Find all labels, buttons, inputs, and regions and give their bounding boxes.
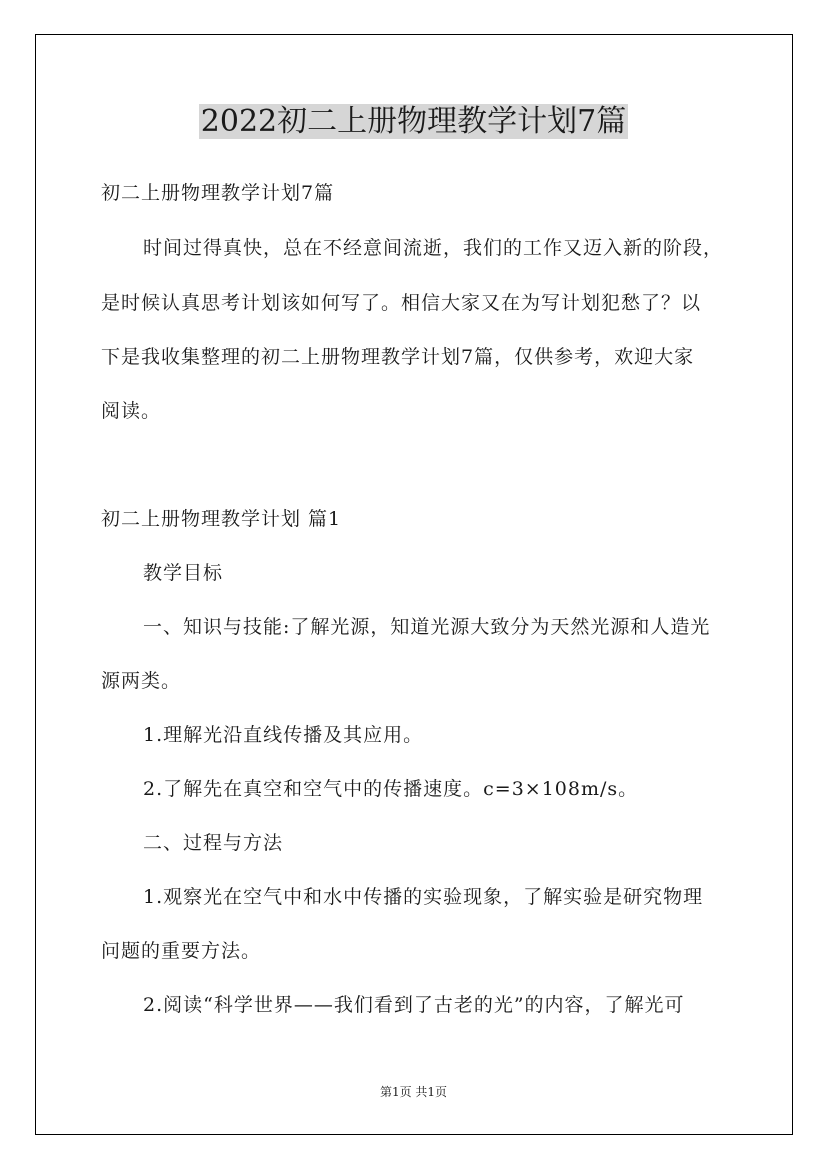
intro-line-3: 下是我收集整理的初二上册物理教学计划7篇，仅供参考，欢迎大家 (101, 346, 695, 368)
point-1: 1.理解光沿直线传播及其应用。 (143, 724, 424, 746)
intro-line-2: 是时候认真思考计划该如何写了。相信大家又在为写计划犯愁了？以 (101, 292, 702, 314)
intro-line-1: 时间过得真快，总在不经意间流逝，我们的工作又迈入新的阶段， (143, 237, 724, 259)
document-title (0, 100, 827, 144)
process-label: 二、过程与方法 (143, 832, 284, 854)
process-item-1-line-1: 1.观察光在空气中和水中传播的实验现象，了解实验是研究物理 (143, 886, 704, 908)
page-footer: 第1页 共1页 (379, 1085, 448, 1099)
objectives-label: 教学目标 (143, 562, 224, 584)
knowledge-line-1: 一、知识与技能:了解光源，知道光源大致分为天然光源和人造光 (143, 616, 711, 638)
process-item-2: 2.阅读“科学世界——我们看到了古老的光”的内容，了解光可 (143, 994, 685, 1016)
document-title-text: 2022初二上册物理教学计划7篇 (200, 104, 627, 139)
intro-line-4: 阅读。 (101, 400, 162, 422)
section-heading: 初二上册物理教学计划 篇1 (101, 508, 342, 530)
document-subtitle: 初二上册物理教学计划7篇 (101, 182, 335, 204)
point-2: 2.了解先在真空和空气中的传播速度。c=3×108m/s。 (143, 778, 639, 800)
process-item-1-line-2: 问题的重要方法。 (101, 940, 262, 962)
knowledge-line-2: 源两类。 (101, 670, 182, 692)
